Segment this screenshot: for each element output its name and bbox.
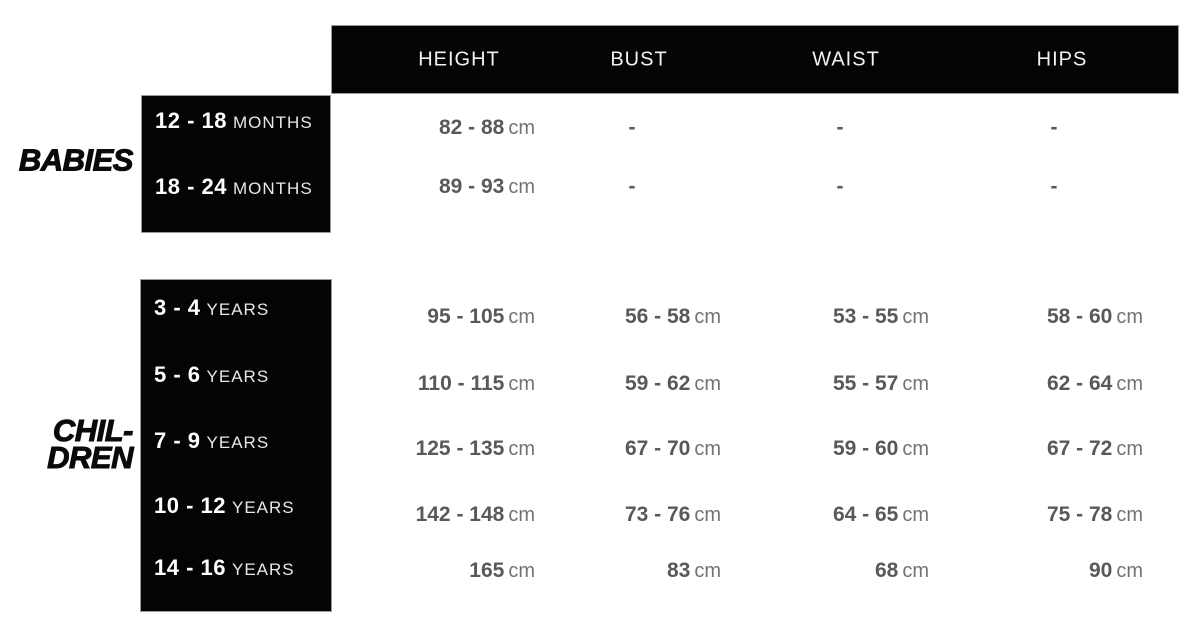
size-unit: MONTHS [233, 113, 313, 132]
measurement-unit: cm [902, 438, 929, 460]
cell-hips [969, 372, 1143, 396]
size-label [154, 493, 295, 519]
size-label [155, 108, 313, 134]
column-header-height: HEIGHT [418, 48, 500, 70]
measurement-value: - [836, 116, 844, 139]
measurement-value: 59 - 60 [832, 437, 899, 460]
size-range: 5 - 6 [154, 362, 201, 387]
cell-height [361, 175, 535, 199]
cell-bust [547, 503, 721, 527]
measurement-value: 53 - 55 [832, 305, 899, 328]
children-size-box [140, 279, 332, 612]
measurement-value: 67 - 72 [1046, 437, 1113, 460]
size-range: 10 - 12 [154, 493, 226, 518]
measurement-value: 67 - 70 [624, 437, 691, 460]
size-unit: YEARS [232, 498, 295, 517]
measurement-value: - [628, 175, 636, 198]
column-header-bust: BUST [610, 48, 668, 70]
cell-waist [755, 372, 929, 396]
size-label [154, 555, 295, 581]
cell-bust [547, 372, 721, 396]
cell-waist [755, 175, 929, 199]
measurement-value: 68 [874, 559, 899, 582]
size-range: 7 - 9 [154, 428, 201, 453]
cell-hips [969, 305, 1143, 329]
size-label [154, 295, 269, 321]
column-header-waist: WAIST [812, 48, 880, 70]
cell-waist [755, 503, 929, 527]
measurement-value: - [628, 116, 636, 139]
measurement-unit: cm [902, 560, 929, 582]
measurement-value: 62 - 64 [1046, 372, 1113, 395]
cell-waist [755, 559, 929, 583]
measurement-value: 125 - 135 [415, 437, 505, 460]
measurement-value: 73 - 76 [624, 503, 691, 526]
cell-height [361, 372, 535, 396]
cell-bust [547, 437, 721, 461]
measurement-unit: cm [902, 306, 929, 328]
measurement-value: 75 - 78 [1046, 503, 1113, 526]
size-range: 14 - 16 [154, 555, 226, 580]
cell-height [361, 559, 535, 583]
measurement-unit: cm [694, 373, 721, 395]
size-label [154, 362, 269, 388]
measurement-value: - [836, 175, 844, 198]
babies-size-box [141, 95, 331, 233]
measurement-unit: cm [508, 117, 535, 139]
group-label-babies: BABIES [18, 142, 133, 178]
measurement-unit: cm [902, 504, 929, 526]
cell-height [361, 116, 535, 140]
measurement-unit: cm [508, 176, 535, 198]
measurement-value: 142 - 148 [415, 503, 505, 526]
measurement-value: 110 - 115 [417, 372, 505, 395]
measurement-unit: cm [508, 438, 535, 460]
size-unit: YEARS [232, 560, 295, 579]
measurement-value: 58 - 60 [1046, 305, 1113, 328]
measurement-value: 59 - 62 [624, 372, 691, 395]
measurement-value: 90 [1088, 559, 1113, 582]
cell-waist [755, 437, 929, 461]
table-header-bar [331, 25, 1179, 94]
measurement-unit: cm [694, 560, 721, 582]
size-range: 3 - 4 [154, 295, 201, 320]
measurement-value: 64 - 65 [832, 503, 899, 526]
size-unit: MONTHS [233, 179, 313, 198]
measurement-value: 55 - 57 [832, 372, 899, 395]
measurement-value: - [1050, 175, 1058, 198]
measurement-value: 165 [469, 559, 505, 582]
column-header-hips: HIPS [1036, 48, 1088, 70]
measurement-unit: cm [508, 504, 535, 526]
measurement-unit: cm [1116, 560, 1143, 582]
size-unit: YEARS [206, 300, 270, 319]
cell-hips [969, 503, 1143, 527]
measurement-unit: cm [508, 373, 535, 395]
group-label-children [13, 413, 133, 475]
cell-height [361, 305, 535, 329]
measurement-value: 83 [666, 559, 691, 582]
cell-hips [969, 175, 1143, 199]
measurement-unit: cm [902, 373, 929, 395]
measurement-unit: cm [1116, 438, 1143, 460]
cell-bust [547, 116, 721, 140]
measurement-value: 95 - 105 [427, 305, 505, 328]
size-label [154, 428, 269, 454]
cell-hips [969, 559, 1143, 583]
measurement-unit: cm [694, 438, 721, 460]
cell-bust [547, 175, 721, 199]
measurement-unit: cm [508, 560, 535, 582]
measurement-value: 56 - 58 [624, 305, 691, 328]
measurement-value: 82 - 88 [438, 116, 505, 139]
cell-bust [547, 559, 721, 583]
size-unit: YEARS [206, 367, 270, 386]
measurement-unit: cm [694, 306, 721, 328]
group-label-children-line-2: DREN [47, 440, 133, 475]
measurement-value: - [1050, 116, 1058, 139]
measurement-unit: cm [1116, 306, 1143, 328]
cell-bust [547, 305, 721, 329]
measurement-unit: cm [694, 504, 721, 526]
cell-height [361, 437, 535, 461]
measurement-unit: cm [1116, 373, 1143, 395]
cell-waist [755, 305, 929, 329]
size-range: 12 - 18 [155, 108, 227, 133]
cell-hips [969, 437, 1143, 461]
group-label-children-line-1: CHIL- [52, 413, 133, 448]
measurement-value: 89 - 93 [438, 175, 505, 198]
cell-height [361, 503, 535, 527]
measurement-unit: cm [508, 306, 535, 328]
measurement-unit: cm [1116, 504, 1143, 526]
cell-waist [755, 116, 929, 140]
size-label [155, 174, 313, 200]
size-unit: YEARS [206, 433, 270, 452]
cell-hips [969, 116, 1143, 140]
size-range: 18 - 24 [155, 174, 227, 199]
